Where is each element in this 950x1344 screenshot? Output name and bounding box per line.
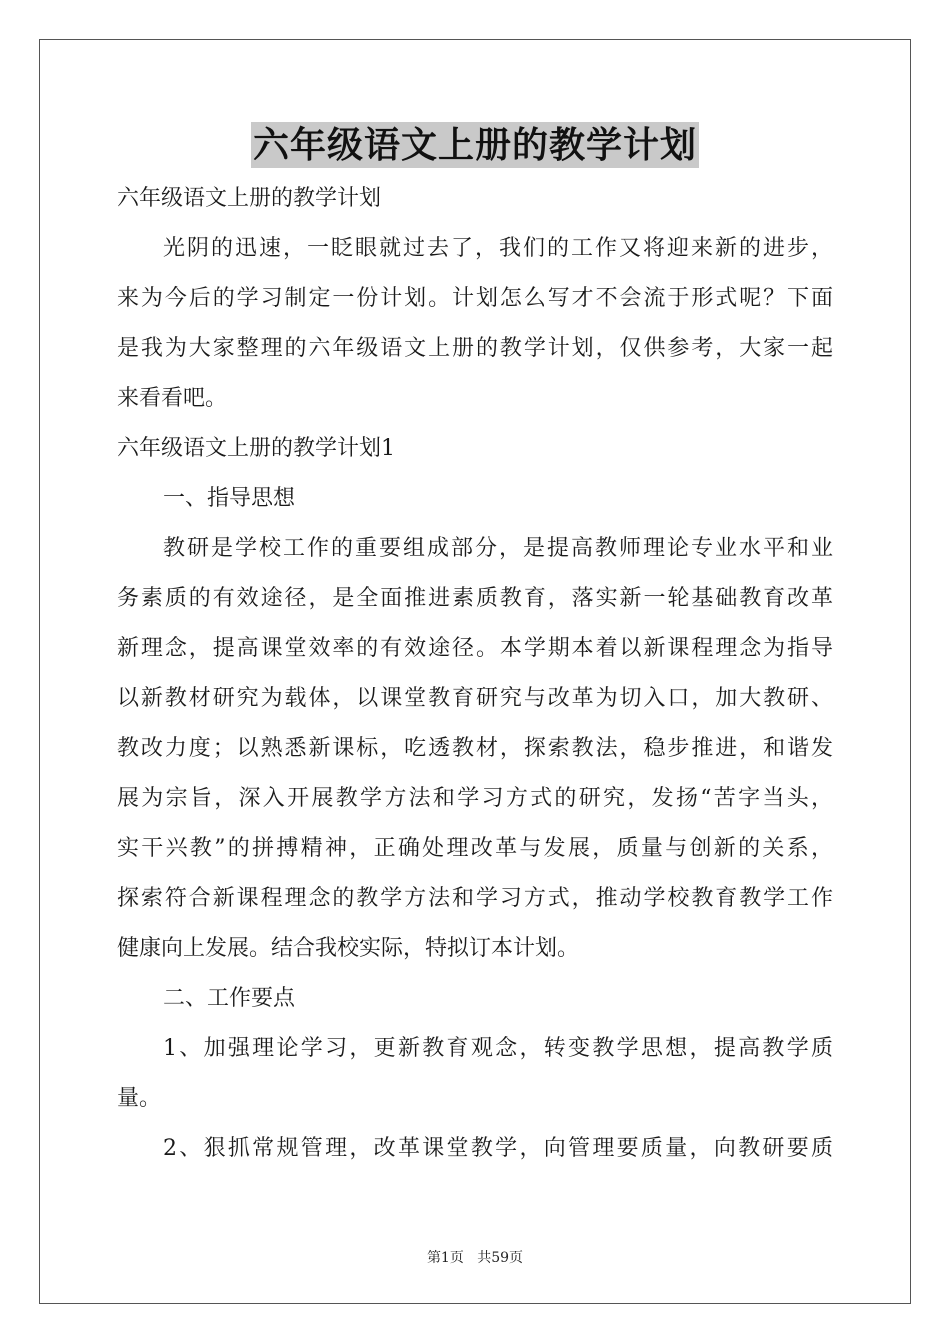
page-footer xyxy=(0,1247,950,1267)
text-line: 新理念，提高课堂效率的有效途径。本学期本着以新课程理念为指导 xyxy=(117,636,833,661)
page-total: 共59页 xyxy=(477,1250,524,1266)
document-body xyxy=(117,174,833,1174)
text-line: 探索符合新课程理念的教学方法和学习方式，推动学校教育教学工作 xyxy=(117,886,833,911)
text-line: 光阴的迅速，一眨眼就过去了，我们的工作又将迎来新的进步， xyxy=(163,236,833,261)
text-line: 以新教材研究为载体，以课堂教育研究与改革为切入口，加大教研、 xyxy=(117,686,833,711)
footer-gap xyxy=(464,1250,477,1266)
text-line: 务素质的有效途径，是全面推进素质教育，落实新一轮基础教育改革 xyxy=(117,586,833,611)
text-line: 健康向上发展。结合我校实际，特拟订本计划。 xyxy=(117,936,580,961)
text-line: 是我为大家整理的六年级语文上册的教学计划，仅供参考，大家一起 xyxy=(117,336,833,361)
heading-guiding-ideology: 一、指导思想 xyxy=(163,486,296,511)
text-line: 展为宗旨，深入开展教学方法和学习方式的研究，发扬“苦字当头， xyxy=(117,786,833,811)
text-line: 量。 xyxy=(117,1086,162,1111)
page-number: 第1页 xyxy=(426,1250,464,1266)
text-line: 教改力度；以熟悉新课标，吃透教材，探索教法，稳步推进，和谐发 xyxy=(117,736,833,761)
text-line: 实干兴教”的拼搏精神，正确处理改革与发展，质量与创新的关系， xyxy=(117,836,833,861)
text-line: 来看看吧。 xyxy=(117,386,228,411)
text-line: 1、加强理论学习，更新教育观念，转变教学思想，提高教学质 xyxy=(163,1036,833,1061)
text-line: 来为今后的学习制定一份计划。计划怎么写才不会流于形式呢？下面 xyxy=(117,286,833,311)
section-title: 六年级语文上册的教学计划1 xyxy=(117,436,395,461)
text-line: 2、狠抓常规管理，改革课堂教学，向管理要质量，向教研要质 xyxy=(163,1136,833,1161)
document-title: 六年级语文上册的教学计划 xyxy=(252,124,697,166)
title-wrap xyxy=(0,122,950,168)
heading-work-points: 二、工作要点 xyxy=(163,986,296,1011)
text-line: 教研是学校工作的重要组成部分，是提高教师理论专业水平和业 xyxy=(163,536,833,561)
text-line: 六年级语文上册的教学计划 xyxy=(117,186,382,211)
